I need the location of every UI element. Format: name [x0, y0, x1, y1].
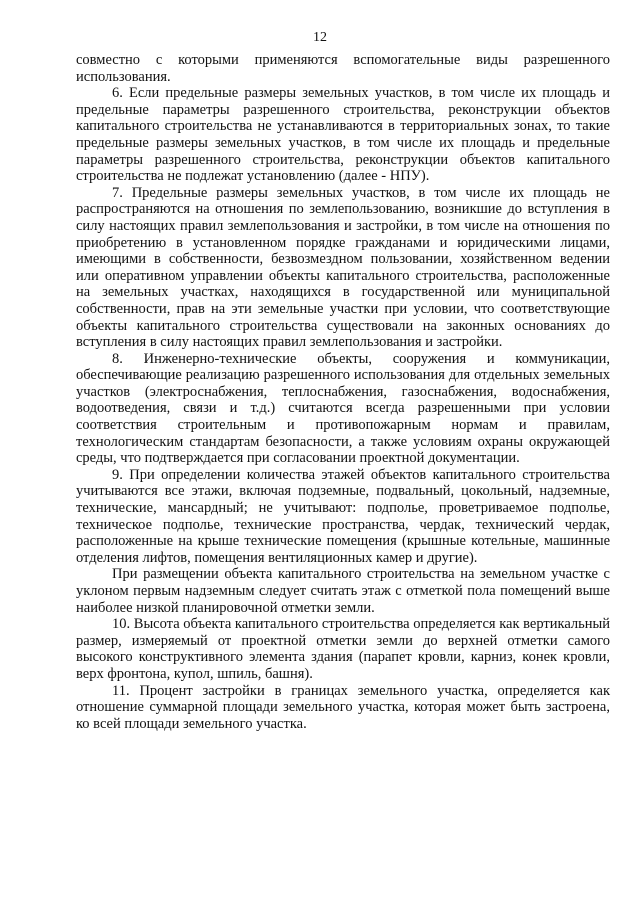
paragraph-item-11: 11. Процент застройки в границах земельного участка, определяется как отношение суммарной площади земельного участка, которая может быть застроена, ко всей площади земельного участка. — [76, 682, 610, 732]
paragraph-continuation: совместно с которыми применяются вспомогательные виды разрешенного использования. — [76, 52, 610, 85]
paragraph-item-10: 10. Высота объекта капитального строительства определяется как вертикальный размер, измеряемый от проектной отметки земли до верхней отметки самого высокого конструктивного элемента здания (парапет кровли, карниз, конек кровли, верх фронтона, купол, шпиль, башня). — [76, 616, 610, 682]
paragraph-item-9: 9. При определении количества этажей объектов капитального строительства учитываются все этажи, включая подземные, подвальный, цокольный, надземные, технические, мансардный; не учитывают: подполье, проветриваемое подполье, техническое подполье, технические пространства, чердак, технический чердак, расположенные на крыше технические помещения (крышные котельные, машинные отделения лифтов, помещения вентиляционных камер и другие). — [76, 466, 610, 566]
paragraph-item-7: 7. Предельные размеры земельных участков, в том числе их площадь не распространяются на отношения по землепользованию, возникшие до вступления в силу настоящих правил землепользования и застройки, в том числе на отношения по приобретению в установленном порядке гражданами и юридическими лицами, имеющими в собственности, безвозмездном пользовании, хозяйственном ведении или оперативном управлении объекты капитального строительства, расположенные на земельных участках, находящихся в государственной или муниципальной собственности, прав на эти земельные участки при условии, что соответствующие объекты капитального строительства существовали на законных основаниях до вступления в силу настоящих правил землепользования и застройки. — [76, 184, 610, 351]
document-body — [76, 52, 610, 732]
paragraph-item-9-note: При размещении объекта капитального строительства на земельном участке с уклоном первым надземным следует считать этаж с отметкой пола помещений выше наиболее низкой планировочной отметки земли. — [76, 566, 610, 616]
paragraph-item-8: 8. Инженерно-технические объекты, сооружения и коммуникации, обеспечивающие реализацию разрешенного использования для отдельных земельных участков (электроснабжения, теплоснабжения, газоснабжения, водоснабжения, водоотведения, связи и т.д.) считаются всегда разрешенными при условии соответствия строительным и противопожарным нормам и правилам, технологическим стандартам безопасности, а также условиям охраны окружающей среды, что подтверждается при согласовании проектной документации. — [76, 350, 610, 467]
paragraph-item-6: 6. Если предельные размеры земельных участков, в том числе их площадь и предельные параметры разрешенного строительства, реконструкции объектов капитального строительства не устанавливаются в территориальных зонах, то такие предельные размеры земельных участков, в том числе их площадь и предельные параметры разрешенного строительства, реконструкции объектов капитального строительства не подлежат установлению (далее - НПУ). — [76, 85, 610, 185]
page-number: 12 — [313, 30, 327, 45]
